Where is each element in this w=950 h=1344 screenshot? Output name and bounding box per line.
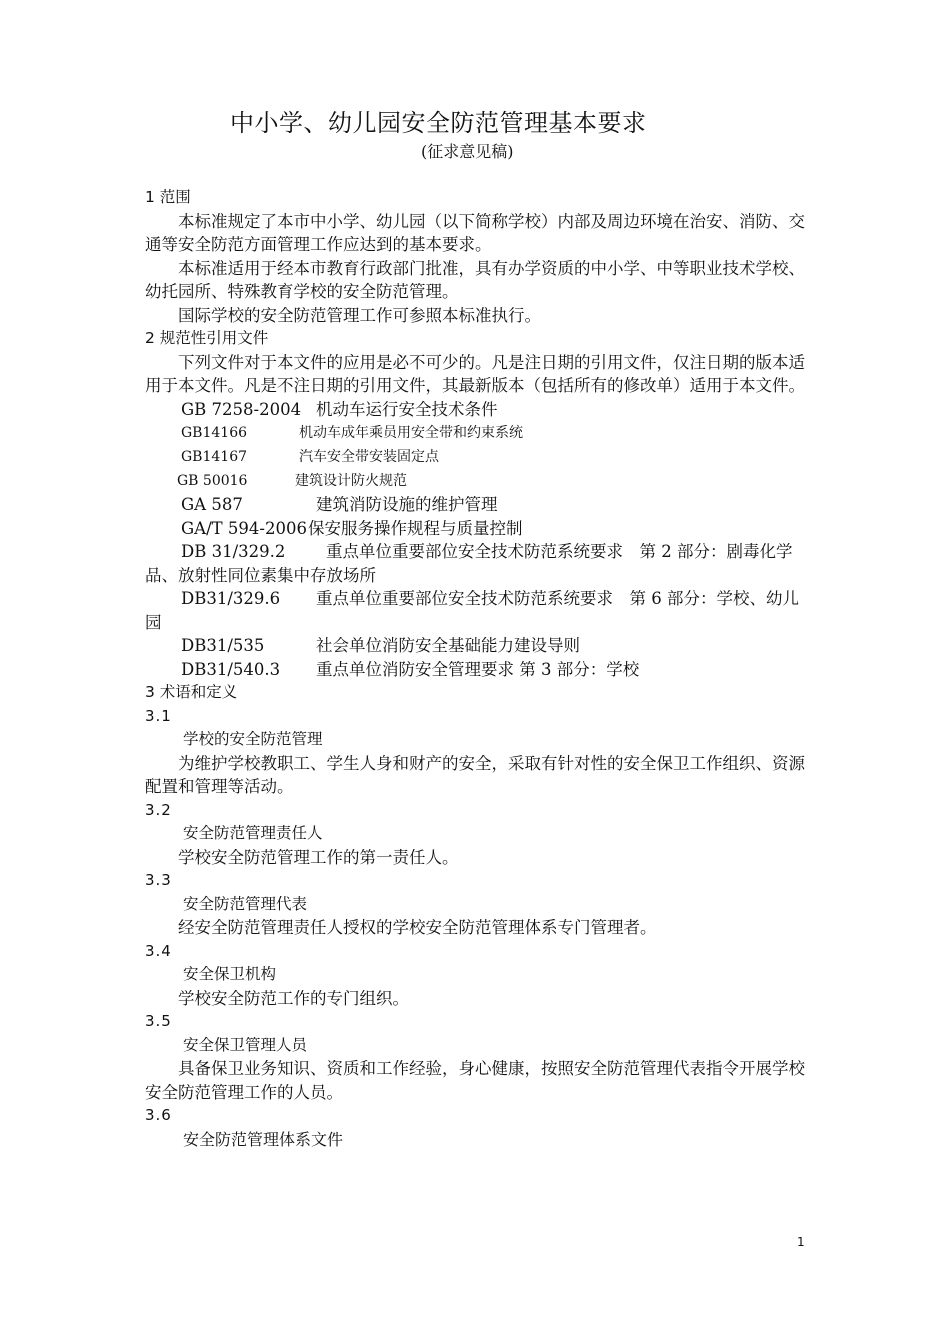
paragraph: 本标准适用于经本市教育行政部门批准，具有办学资质的中小学、中等职业技术学校、幼托园所、特殊教育学校的安全防范管理。 xyxy=(145,258,805,301)
reference-item xyxy=(145,493,810,517)
document-title: 中小学、幼儿园安全防范管理基本要求 xyxy=(230,109,647,137)
reference-code: DB31/535 xyxy=(181,636,265,655)
reference-title: 建筑设计防火规范 xyxy=(295,473,407,489)
document-subtitle: (征求意见稿) xyxy=(421,142,514,161)
reference-title: 建筑消防设施的维护管理 xyxy=(316,495,498,514)
reference-item xyxy=(145,658,810,682)
term-number: 3.3 xyxy=(145,871,172,889)
reference-code: GB14166 xyxy=(181,425,248,441)
reference-item xyxy=(145,634,810,658)
reference-code: GB14167 xyxy=(181,449,248,465)
reference-code: DB 31/329.2 xyxy=(181,542,286,561)
reference-code: GA/T 594-2006 xyxy=(181,518,307,538)
term-name: 安全保卫机构 xyxy=(183,965,277,983)
section-heading-references: 2 规范性引用文件 xyxy=(145,329,269,347)
reference-item xyxy=(145,517,810,541)
section-heading-scope: 1 范围 xyxy=(145,188,191,206)
reference-item xyxy=(145,398,810,422)
reference-title: 保安服务操作规程与质量控制 xyxy=(308,518,523,538)
term-number: 3.4 xyxy=(145,941,172,960)
reference-item xyxy=(145,421,810,445)
reference-code: GA 587 xyxy=(181,495,243,514)
term-definition: 学校安全防范管理工作的第一责任人。 xyxy=(178,847,459,867)
term-name: 学校的安全防范管理 xyxy=(183,730,323,748)
paragraph: 下列文件对于本文件的应用是必不可少的。凡是注日期的引用文件，仅注日期的版本适用于本文件。凡是不注日期的引用文件，其最新版本（包括所有的修改单）适用于本文件。 xyxy=(145,352,805,395)
reference-title: 重点单位重要部位安全技术防范系统要求 第 6 部分：学校、幼儿园 xyxy=(145,589,799,632)
reference-item xyxy=(145,540,810,587)
page-number: 1 xyxy=(797,1235,805,1249)
reference-title: 机动车运行安全技术条件 xyxy=(316,399,498,419)
term-number: 3.5 xyxy=(145,1012,172,1030)
document-body xyxy=(145,186,810,1151)
term-number: 3.2 xyxy=(145,800,172,819)
reference-code: GB 7258-2004 xyxy=(181,399,302,419)
paragraph: 本标准规定了本市中小学、幼儿园（以下简称学校）内部及周边环境在治安、消防、交通等安全防范方面管理工作应达到的基本要求。 xyxy=(145,211,805,254)
term-number: 3.6 xyxy=(145,1106,172,1124)
term-definition: 具备保卫业务知识、资质和工作经验，身心健康，按照安全防范管理代表指令开展学校安全防范管理工作的人员。 xyxy=(145,1059,805,1102)
reference-code: DB31/540.3 xyxy=(181,659,281,679)
term-definition: 为维护学校教职工、学生人身和财产的安全，采取有针对性的安全保卫工作组织、资源配置和管理等活动。 xyxy=(145,753,805,796)
term-name: 安全防范管理代表 xyxy=(183,894,308,913)
term-number: 3.1 xyxy=(145,706,172,725)
section-heading-terms: 3 术语和定义 xyxy=(145,683,238,701)
reference-title: 机动车成年乘员用安全带和约束系统 xyxy=(299,425,523,441)
reference-title: 汽车安全带安装固定点 xyxy=(299,449,439,465)
term-definition: 经安全防范管理责任人授权的学校安全防范管理体系专门管理者。 xyxy=(178,918,657,937)
reference-code: GB 50016 xyxy=(177,473,248,489)
term-name: 安全保卫管理人员 xyxy=(183,1035,308,1054)
term-name: 安全防范管理责任人 xyxy=(183,824,323,842)
reference-item xyxy=(145,587,810,634)
reference-item xyxy=(145,445,810,469)
reference-title: 社会单位消防安全基础能力建设导则 xyxy=(316,636,580,655)
reference-item xyxy=(145,469,810,493)
term-name: 安全防范管理体系文件 xyxy=(183,1129,344,1149)
reference-title: 重点单位重要部位安全技术防范系统要求 第 2 部分：剧毒化学品、放射性同位素集中存放场所 xyxy=(145,542,793,585)
reference-title: 重点单位消防安全管理要求 第 3 部分：学校 xyxy=(316,659,640,679)
paragraph: 国际学校的安全防范管理工作可参照本标准执行。 xyxy=(178,305,541,325)
reference-code: DB31/329.6 xyxy=(181,589,281,608)
term-definition: 学校安全防范工作的专门组织。 xyxy=(178,988,409,1008)
